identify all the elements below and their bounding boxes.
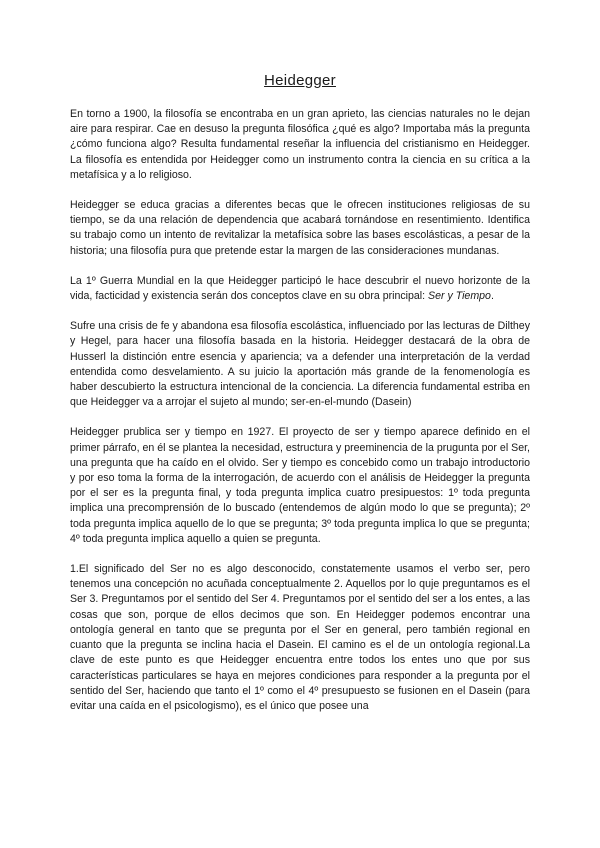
paragraph-4: Sufre una crisis de fe y abandona esa filosofía escolástica, influenciado por las lecturas de Dilthey y Hegel, para hacer una filosofía basada en la historia. Heidegger destacará de la obra de Husserl la distinción entre esencia y apariencia; va a defender una interpretación de la verdad entendida como desvelamiento. A su juicio la aportación más grande de la fenomenología es haber descubierto la estructura intencional de la conciencia. La diferencia fundamental estriba en que Heidegger va a arrojar el sujeto al mundo; ser-en-el-mundo (Dasein) [70, 320, 530, 409]
paragraph-2: Heidegger se educa gracias a diferentes becas que le ofrecen instituciones religiosas de su tiempo, se da una relación de dependencia que acabará tornándose en resentimiento. Identifica su trabajo como un intento de revitalizar la metafísica sobre las bases escolásticas, a pesar de la historia; una filosofía pura que pretende estar la margen de las consideraciones mundanas. [70, 199, 530, 257]
paragraph-1: En torno a 1900, la filosofía se encontraba en un gran aprieto, las ciencias naturales no le dejan aire para respirar. Cae en desuso la pregunta filosófica ¿qué es algo? Importaba más la pregunta ¿cómo funciona algo? Resulta fundamental reseñar la influencia del cristianismo en Heidegger. La filosofía es entendida por Heidegger como un instrumento contra la ciencia en su crítica a la metafísica y a lo religioso. [70, 108, 530, 181]
paragraph-3-end: . [490, 290, 494, 303]
paragraph-3-text: La 1º Guerra Mundial en la que Heidegger participó le hace descubrir el nuevo horizonte de la vida, facticidad y existencia serán dos conceptos clave en su obra principal: [70, 274, 530, 303]
paragraph-3 [70, 274, 530, 304]
page-title: Heidegger [264, 72, 336, 89]
paragraph-5: Heidegger prublica ser y tiempo en 1927. El proyecto de ser y tiempo aparece definido en el primer párrafo, en él se plantea la necesidad, estructura y preeminencia de la prugunta por el Ser, una pregunta que ha caído en el olvido. Ser y tiempo es concebido como un trabajo introductorio y por eso toma la forma de la interrogación, de acuerdo con el análisis de Heidegger la pregunta por el ser es la pregunta final, y toda pregunta implica cuatro presipuestos: 1º toda pregunta implica una precomprensión de lo buscado (entendemos de algún modo lo que se pregunta); 2º toda pregunta implica aquello de lo que se pregunta; 3º toda pregunta implica lo que se pregunta; 4º toda pregunta implica aquello a quien se pregunta. [70, 426, 530, 545]
book-title-emphasis: Ser y Tiempo [428, 290, 491, 303]
paragraph-6: 1.El significado del Ser no es algo desconocido, constatemente usamos el verbo ser, pero tenemos una concepción no acuñada conceptualmente 2. Aquellos por lo quje preguntamos es el Ser 3. Preguntamos por el sentido del Ser 4. Preguntamos por el sentido del ser a los entes, a las cosas que son, porque de ellos decimos que son. En Heidegger podemos encontrar una ontología general en tanto que se pregunta por el Ser en general, pero también regional en cuanto que la pregunta se inclina hacia el Dasein. El camino es el de un ontología regional.La clave de este punto es que Heidegger encuentra entre todos los entes uno que por sus características particulares se haya en mejores condiciones para responder a la pregunta por el sentido del Ser, haciendo que tanto el 1º como el 4º presupuesto se fusionen en el Dasein (para evitar una caída en el psicologismo), es el único que posee una [70, 563, 530, 712]
